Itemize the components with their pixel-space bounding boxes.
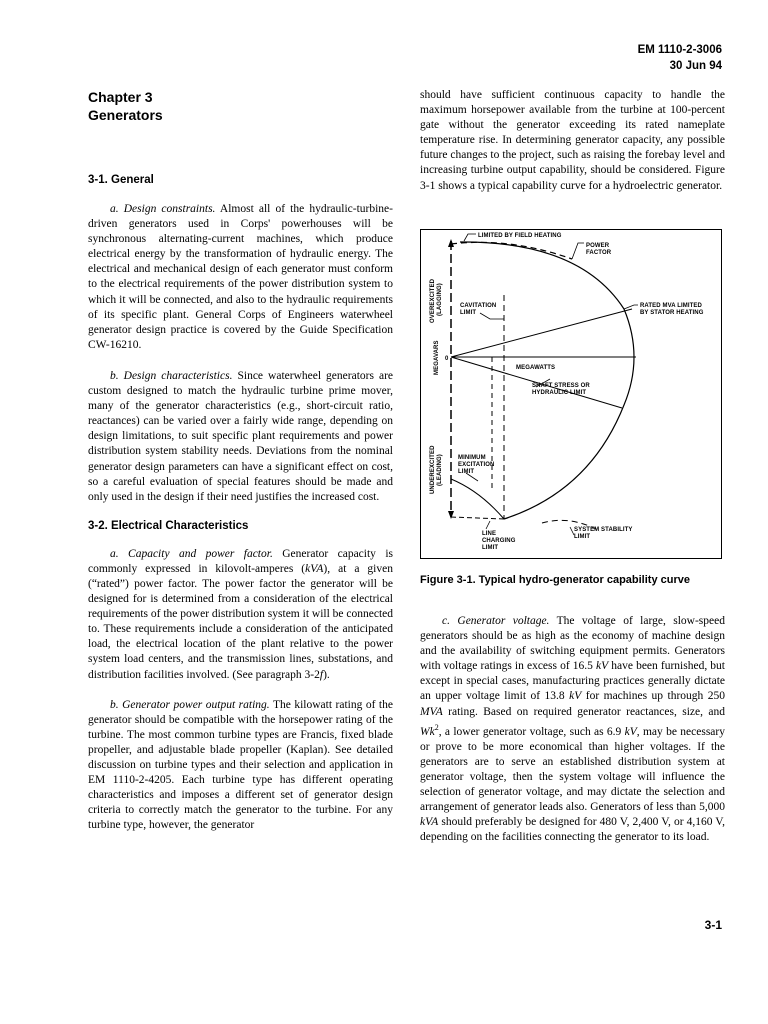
pf-line-lagging <box>451 309 632 357</box>
label-cavitation: CAVITATION <box>460 303 497 309</box>
label-megavars: MEGAVARS <box>434 340 440 375</box>
svg-text:LIMIT: LIMIT <box>482 545 499 551</box>
label-underexcited: UNDEREXCITED <box>430 445 436 494</box>
svg-text:BY STATOR HEATING: BY STATOR HEATING <box>640 310 704 316</box>
paragraph-lead: c. Generator voltage. <box>442 615 550 627</box>
svg-text:LIMIT: LIMIT <box>574 534 591 540</box>
paragraph-output-rating-continued: should have sufficient continuous capacity to handle the maximum horsepower available from the turbine at 100-percent gate without the generator exceeding its rated nameplate temperature rise. In determining generator capacity, any possible future changes to the project, such as raising the forebay level and increasing turbine output capability, should be considered. Figure 3-1 shows a typical capability curve for a hydroelectric generator. <box>420 89 725 192</box>
left-column <box>88 88 393 833</box>
label-field-heating: LIMITED BY FIELD HEATING <box>478 233 562 239</box>
capability-curve-figure <box>420 229 722 559</box>
paragraph-generator-voltage: c. Generator voltage. The voltage of large, slow-speed generators should be as high as the economy of machine design and the availability of switching equipment permits. Generators with voltage ratings in excess of 16.5 kV have been furnished, but except in special cases, manufacturing practices generally dictate an upper voltage limit of 13.8 kV for machines up through 250 MVA rating. Based on required generator reactances, size, and Wk$^2$, a lower generator voltage, such as 6.9 kV, may be necessary or prove to be more economical than higher voltages. If the generators are to serve an established distribution system at generator voltage, then the system voltage will influence the selection of generator voltage, and may dictate the selection and arrangement of generator leads also. Generators of less than 5,000 kVA should preferably be designed for 480 V, 2,400 V, or 4,160 V, depending on the facilities connecting the generator to its load. <box>420 615 726 844</box>
label-shaft-stress: SHAFT STRESS OR <box>532 383 590 389</box>
paragraph-design-characteristics: b. Design characteristics. Since waterwheel generators are custom designed to match the hydraulic turbine prime mover, many of the generator characteristics (e.g., short-circuit ratio, reactances) can be varied over a fairly wide range, depending on design limitations, to suit specific plant requirements and power distribution system stability needs. Deviations from the nominal generator design parameters can have a significant effect on cost, so a careful evaluation of special features should be made and only used in the design if their need justifies the increased cost. <box>88 369 393 503</box>
label-line-charging: LINE <box>482 531 497 537</box>
label-megawatts: MEGAWATTS <box>516 365 556 371</box>
label-origin-zero: 0 <box>445 356 449 362</box>
right-column-bottom <box>420 614 725 845</box>
section-heading-general: 3-1. General <box>88 174 154 186</box>
page-header <box>638 42 722 74</box>
chapter-number: Chapter 3 <box>88 89 153 105</box>
svg-text:EXCITATION: EXCITATION <box>458 462 495 468</box>
min-excitation-arc <box>451 479 504 519</box>
label-system-stability: SYSTEM STABILITY <box>574 527 633 533</box>
label-overexcited: OVEREXCITED <box>430 278 436 323</box>
label-minimum-excitation: MINIMUM <box>458 455 486 461</box>
paragraph-capacity: a. Capacity and power factor. Generator capacity is commonly expressed in kilovolt-amperes (kVA), at a given (“rated”) power factor. The power factor the generator will be designed for is determined from a consideration of the electrical requirements of the power distribution system it will be connected to. These requirements include a consideration of the anticipated load, the electrical location of the plant relative to the power system load centers, and the transmission lines, substations, and distribution facilities involved. (See paragraph 3-2f). <box>88 547 394 681</box>
svg-text:LIMIT: LIMIT <box>460 310 477 316</box>
right-column-top <box>420 88 725 194</box>
label-power-factor: POWER <box>586 243 610 249</box>
paragraph-lead: b. Design characteristics. <box>110 369 233 382</box>
paragraph-lead: b. Generator power output rating. <box>110 698 270 711</box>
paragraph-design-constraints: a. Design constraints. Almost all of the hydraulic-turbine-driven generators used in Corps' powerhouses will be synchronous alternating-current machines, which produce electrical energy by the transformation of hydraulic energy. The electrical and mechanical design of each generator must conform to the electrical requirements of the power distribution system to which it will be connected, and also to the hydraulic requirements of its specific plant. General Corps of Engineers waterwheel generator design practice is covered by the Guide Specification CW-16210. <box>88 203 393 351</box>
page-number: 3-1 <box>704 918 722 932</box>
svg-text:CHARGING: CHARGING <box>482 538 516 544</box>
svg-text:FACTOR: FACTOR <box>586 250 612 256</box>
capability-curve-diagram <box>420 229 722 559</box>
document-number: EM 1110-2-3006 <box>637 44 722 56</box>
line-charging-limit <box>451 517 504 519</box>
section-heading-electrical: 3-2. Electrical Characteristics <box>88 519 249 532</box>
svg-text:(LEADING): (LEADING) <box>437 454 443 486</box>
paragraph-lead: a. Design constraints. <box>110 203 216 215</box>
paragraph-lead: a. Capacity and power factor. <box>110 547 273 560</box>
document-date: 30 Jun 94 <box>669 60 722 72</box>
chapter-title: Generators <box>88 107 163 123</box>
svg-text:LIMIT: LIMIT <box>458 469 475 475</box>
paragraph-output-rating: b. Generator power output rating. The kilowatt rating of the generator should be compatible with the horsepower rating of the turbine. The most common turbine types are Francis, fixed blade propeller, and adjustable blade propeller (Kaplan). See detailed discussion on turbine types and their selection and application in EM 1110-2-4205. Each turbine type has different operating characteristics and imposes a different set of generator design criteria to correctly match the generator to the turbine. For any turbine type, however, the generator <box>88 698 393 832</box>
figure-caption: Figure 3-1. Typical hydro-generator capability curve <box>420 574 690 586</box>
svg-text:HYDRAULIC LIMIT: HYDRAULIC LIMIT <box>532 390 587 396</box>
svg-text:(LAGGING): (LAGGING) <box>437 283 443 316</box>
label-rated-mva: RATED MVA LIMITED <box>640 303 702 309</box>
